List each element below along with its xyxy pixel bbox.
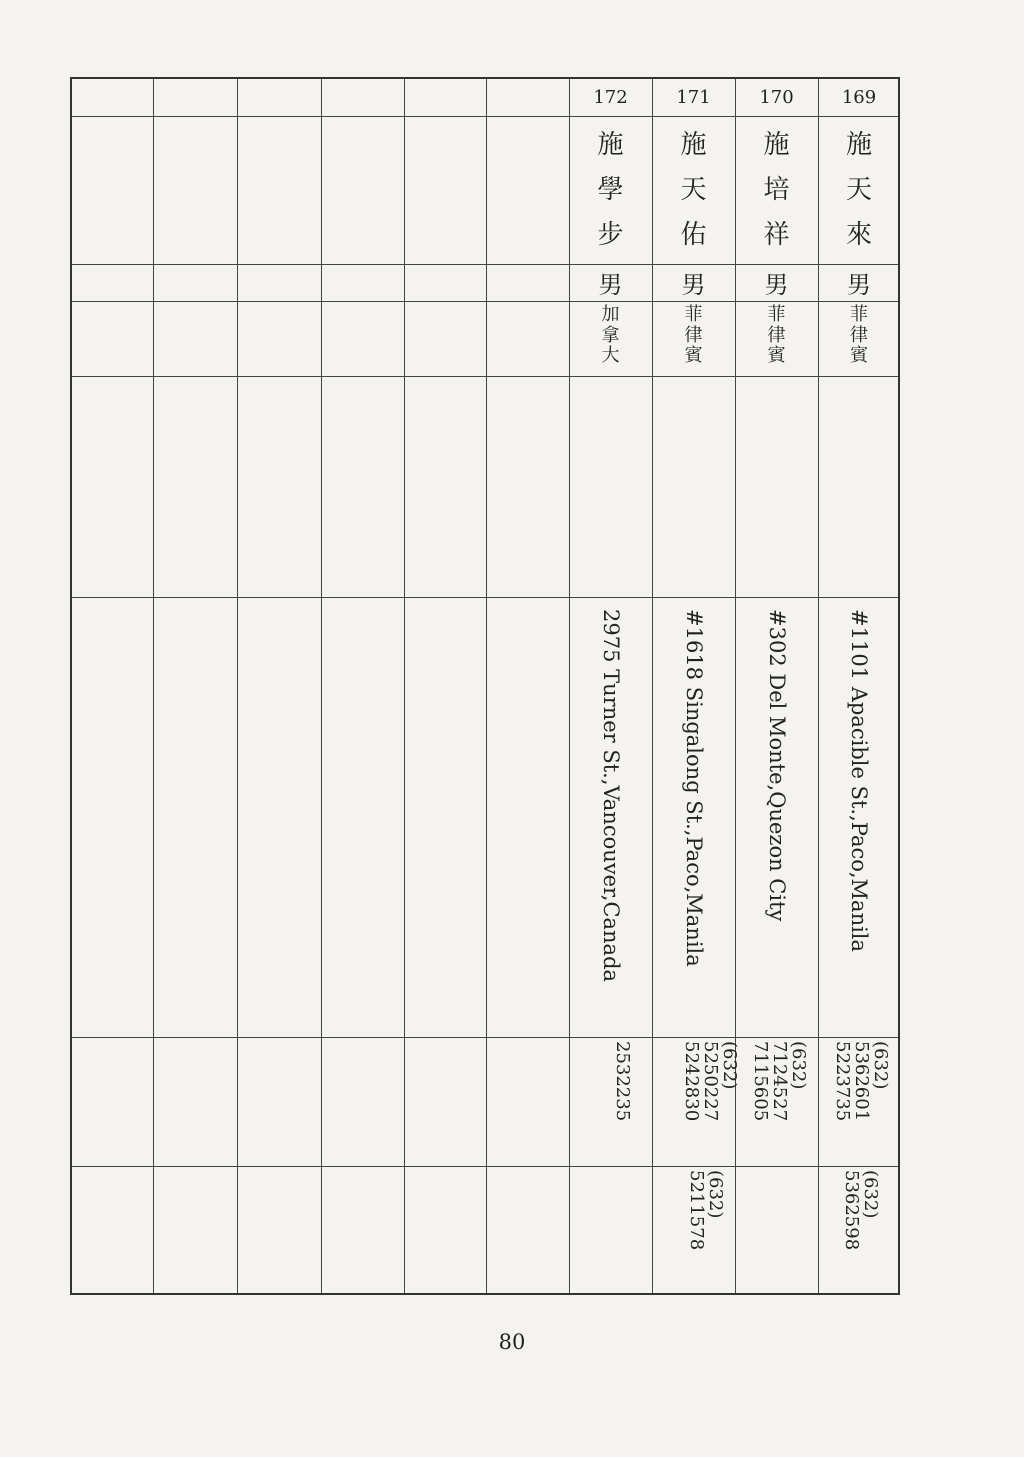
name-char: 施 bbox=[845, 129, 872, 160]
entry-number: 171 bbox=[676, 87, 711, 108]
country-char: 律 bbox=[767, 324, 786, 346]
entry-gender: 男 bbox=[847, 271, 871, 299]
entry-phone-home-cell bbox=[652, 1037, 740, 1166]
entry-phone-home-cell bbox=[735, 1037, 818, 1166]
entry-number: 169 bbox=[841, 87, 877, 108]
column-divider bbox=[321, 79, 322, 1293]
entry-address-cell bbox=[569, 609, 652, 1029]
entry-phone-home-cell bbox=[818, 1037, 900, 1166]
entry-phone-office: (632) 5211578 bbox=[685, 1170, 726, 1251]
country-char: 加 bbox=[601, 304, 620, 325]
country-char: 賓 bbox=[767, 345, 786, 367]
name-char: 施 bbox=[763, 129, 790, 160]
row-divider bbox=[72, 376, 898, 377]
entry-phone-office: (632) 5362598 bbox=[841, 1170, 881, 1251]
row-divider bbox=[72, 1166, 898, 1167]
entry-country bbox=[735, 301, 818, 376]
entry-name bbox=[818, 116, 900, 264]
entry-address: #1618 Singalong St.,Paco,Manila bbox=[681, 609, 706, 967]
entry-phone-office-cell bbox=[652, 1166, 735, 1295]
name-char: 施 bbox=[597, 129, 624, 160]
column-divider bbox=[237, 79, 238, 1293]
entry-phone-home: (632) 7124527 7115605 bbox=[749, 1041, 809, 1122]
entry-phone-home: (632) 5362601 5223735 bbox=[832, 1041, 891, 1122]
entry-address: #302 Del Monte,Quezon City bbox=[764, 609, 789, 922]
row-divider bbox=[72, 597, 898, 598]
name-char: 天 bbox=[680, 174, 707, 205]
entry-gender: 男 bbox=[681, 271, 706, 299]
name-char: 步 bbox=[597, 220, 624, 251]
entry-phone-home: 2532235 bbox=[611, 1041, 633, 1122]
name-char: 天 bbox=[845, 174, 872, 205]
entry-number: 170 bbox=[759, 87, 794, 108]
entry-phone-home: (632) 5250227 5242830 bbox=[680, 1041, 740, 1122]
entry-number: 172 bbox=[593, 87, 628, 108]
country-char: 律 bbox=[850, 324, 868, 346]
entry-country bbox=[818, 301, 900, 376]
column-divider bbox=[404, 79, 405, 1293]
entry-country bbox=[569, 301, 652, 376]
directory-table bbox=[70, 77, 900, 1295]
name-char: 祥 bbox=[763, 220, 790, 251]
entry-country bbox=[652, 301, 735, 376]
column-divider bbox=[486, 79, 487, 1293]
entry-name bbox=[652, 116, 735, 264]
country-char: 大 bbox=[601, 345, 620, 367]
entry-address: 2975 Turner St.,Vancouver,Canada bbox=[598, 609, 623, 983]
name-char: 學 bbox=[597, 174, 624, 205]
entry-address-cell bbox=[652, 609, 735, 1029]
entry-address: #1101 Apacible St.,Paco,Manila bbox=[847, 609, 871, 953]
country-char: 賓 bbox=[684, 345, 703, 367]
name-char: 培 bbox=[763, 174, 790, 205]
country-char: 拿 bbox=[601, 324, 620, 346]
entry-phone-office-cell bbox=[818, 1166, 900, 1295]
country-char: 律 bbox=[684, 324, 703, 346]
entry-name bbox=[569, 116, 652, 264]
name-char: 佑 bbox=[680, 220, 707, 251]
entry-gender: 男 bbox=[764, 271, 789, 299]
name-char: 施 bbox=[680, 129, 707, 160]
entry-name bbox=[735, 116, 818, 264]
entry-address-cell bbox=[818, 609, 900, 1029]
country-char: 菲 bbox=[684, 304, 703, 325]
entry-phone-home-cell bbox=[569, 1037, 652, 1166]
entry-address-cell bbox=[735, 609, 818, 1029]
country-char: 菲 bbox=[767, 304, 786, 325]
entry-gender: 男 bbox=[598, 271, 623, 299]
country-char: 賓 bbox=[850, 345, 868, 367]
column-divider bbox=[153, 79, 154, 1293]
country-char: 菲 bbox=[850, 304, 868, 325]
page-number: 80 bbox=[498, 1330, 526, 1354]
name-char: 來 bbox=[845, 220, 872, 251]
